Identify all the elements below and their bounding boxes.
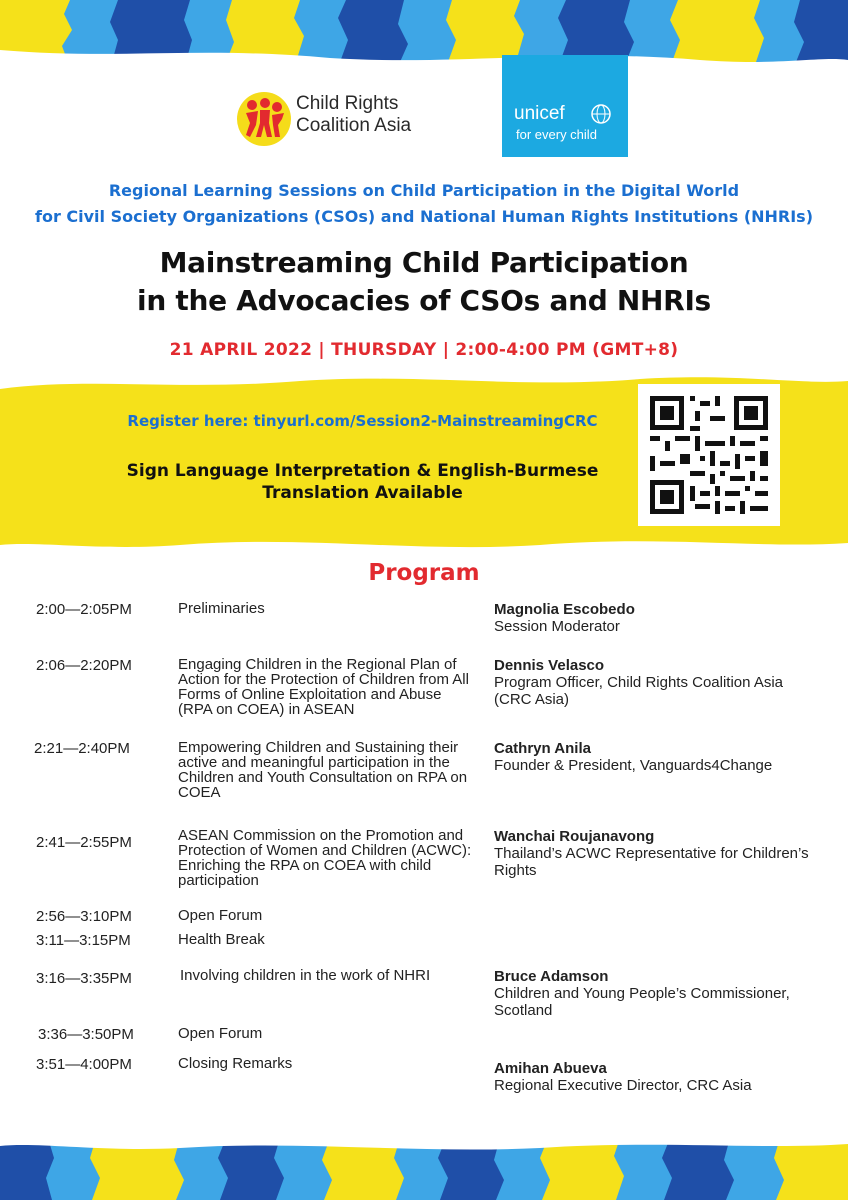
program-time: 3:51—4:00PM bbox=[36, 1056, 132, 1073]
unicef-tagline: for every child bbox=[516, 127, 597, 142]
program-speaker bbox=[494, 657, 814, 708]
program-speaker bbox=[494, 740, 814, 774]
crc-logo-line-1: Child Rights bbox=[296, 93, 399, 114]
registration-qr-code[interactable] bbox=[638, 384, 780, 526]
speaker-name: Bruce Adamson bbox=[494, 968, 609, 985]
title-line-2: in the Advocacies of CSOs and NHRIs bbox=[137, 284, 711, 317]
speaker-name: Wanchai Roujanavong bbox=[494, 828, 655, 845]
program-activity: ASEAN Commission on the Promotion and Protection of Women and Children (ACWC): Enriching the RPA on COEA with child participation bbox=[178, 827, 472, 889]
top-decorative-band bbox=[0, 0, 848, 62]
event-series-subtitle bbox=[0, 178, 848, 230]
program-speaker bbox=[494, 1060, 814, 1094]
crc-logo-line-2: Coalition Asia bbox=[296, 115, 412, 136]
services-line-1: Sign Language Interpretation & English-Burmese bbox=[126, 461, 599, 481]
program-activity: Empowering Children and Sustaining their active and meaningful participation in the Children and Youth Consultation on RPA on COEA bbox=[178, 739, 468, 801]
services-note bbox=[0, 460, 725, 504]
subtitle-line-2: for Civil Society Organizations (CSOs) and National Human Rights Institutions (NHRIs) bbox=[34, 207, 814, 226]
session-title bbox=[0, 244, 848, 320]
event-date: 21 APRIL 2022 | THURSDAY | 2:00-4:00 PM (GMT+8) bbox=[169, 340, 679, 360]
speaker-role: Regional Executive Director, CRC Asia bbox=[494, 1077, 752, 1094]
program-speaker bbox=[494, 601, 814, 635]
program-heading: Program bbox=[368, 560, 480, 586]
speaker-name: Magnolia Escobedo bbox=[494, 601, 635, 618]
services-line-2: Translation Available bbox=[262, 483, 463, 503]
unicef-globe-icon bbox=[590, 103, 612, 125]
program-time: 2:00—2:05PM bbox=[36, 601, 132, 618]
program-activity: Preliminaries bbox=[178, 600, 265, 617]
program-time: 2:41—2:55PM bbox=[36, 834, 132, 851]
unicef-logo bbox=[502, 55, 628, 157]
program-time: 2:56—3:10PM bbox=[36, 908, 132, 925]
unicef-wordmark: unicef bbox=[514, 103, 565, 124]
program-time: 3:36—3:50PM bbox=[38, 1026, 134, 1043]
program-time: 3:11—3:15PM bbox=[36, 932, 131, 949]
speaker-name: Dennis Velasco bbox=[494, 657, 605, 674]
speaker-role: Children and Young People’s Commissioner, Scotland bbox=[494, 985, 790, 1019]
crc-children-icon bbox=[236, 91, 292, 147]
speaker-role: Thailand’s ACWC Representative for Children’s Rights bbox=[494, 845, 809, 879]
speaker-name: Cathryn Anila bbox=[494, 740, 591, 757]
logos-area bbox=[0, 55, 848, 165]
program-activity: Open Forum bbox=[178, 907, 263, 924]
program-time: 3:16—3:35PM bbox=[36, 970, 132, 987]
program-time: 2:21—2:40PM bbox=[34, 740, 130, 757]
subtitle-line-1: Regional Learning Sessions on Child Participation in the Digital World bbox=[108, 181, 740, 200]
register-link[interactable]: Register here: tinyurl.com/Session2-MainstreamingCRC bbox=[127, 412, 598, 430]
speaker-role: Founder & President, Vanguards4Change bbox=[494, 757, 773, 774]
program-activity: Open Forum bbox=[178, 1025, 263, 1042]
program-time: 2:06—2:20PM bbox=[36, 657, 132, 674]
program-speaker bbox=[494, 968, 814, 1019]
program-activity: Closing Remarks bbox=[178, 1055, 293, 1072]
speaker-role: Session Moderator bbox=[494, 618, 620, 635]
crc-asia-logo bbox=[236, 91, 446, 151]
bottom-decorative-band bbox=[0, 1138, 848, 1200]
program-activity: Involving children in the work of NHRI bbox=[180, 967, 431, 984]
program-activity: Health Break bbox=[178, 931, 265, 948]
program-activity: Engaging Children in the Regional Plan of Action for the Protection of Children from All Forms of Online Exploitation and Abuse (RPA on COEA) in ASEAN bbox=[178, 656, 469, 718]
program-speaker bbox=[494, 828, 814, 879]
qr-code-icon bbox=[638, 384, 780, 526]
speaker-role: Program Officer, Child Rights Coalition Asia (CRC Asia) bbox=[494, 674, 784, 708]
title-line-1: Mainstreaming Child Participation bbox=[159, 246, 689, 279]
speaker-name: Amihan Abueva bbox=[494, 1060, 607, 1077]
